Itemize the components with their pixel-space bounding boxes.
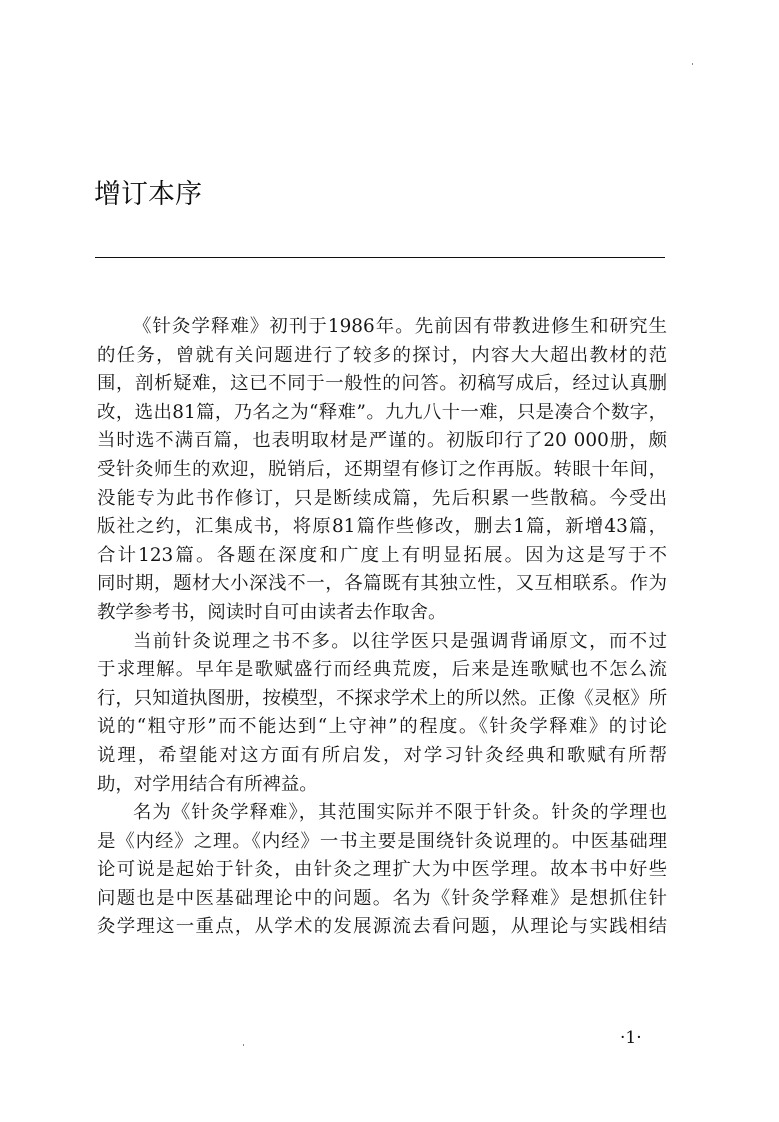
text-line: 助，对学用结合有所裨益。 [97, 773, 318, 795]
text-line: 当前针灸说理之书不多。以往学医只是强调背诵原文，而不过 [133, 630, 667, 652]
text-line: 问题也是中医基础理论中的问题。名为《针灸学释难》是想抓住针 [97, 887, 667, 909]
text-line: 灸学理这一重点，从学术的发展源流去看问题，从理论与实践相结 [97, 916, 667, 938]
page-title: 增订本序 [94, 179, 202, 210]
text-line: 当时选不满百篇，也表明取材是严谨的。初版印行了20 000册，颇 [97, 430, 667, 452]
text-line: 于求理解。早年是歌赋盛行而经典荒废，后来是连歌赋也不怎么流 [97, 659, 667, 681]
text-line: 受针灸师生的欢迎，脱销后，还期望有修订之作再版。转眼十年间， [97, 458, 667, 480]
text-line: 没能专为此书作修订，只是断续成篇，先后积累一些散稿。今受出 [97, 487, 667, 509]
scan-speck [243, 1044, 244, 1046]
body-text [97, 313, 667, 942]
text-line: 《针灸学释难》初刊于1986年。先前因有带教进修生和研究生 [133, 316, 667, 337]
scan-speck [692, 63, 693, 65]
text-line: 改，选出81篇，乃名之为“释难”。九九八十一难，只是凑合个数字， [97, 401, 667, 423]
text-line: 围，剖析疑难，这已不同于一般性的问答。初稿写成后，经过认真删 [97, 373, 667, 395]
text-line: 的任务，曾就有关问题进行了较多的探讨，内容大大超出教材的范 [97, 344, 667, 366]
text-line: 行，只知道执图册，按模型，不探求学术上的所以然。正像《灵枢》所 [97, 687, 668, 709]
text-line: 是《内经》之理。《内经》一书主要是围绕针灸说理的。中医基础理 [97, 830, 667, 852]
text-line: 合计123篇。各题在深度和广度上有明显拓展。因为这是写于不 [97, 544, 667, 566]
text-line: 说的“粗守形”而不能达到“上守神”的程度。《针灸学释难》的讨论 [97, 716, 667, 738]
text-line: 同时期，题材大小深浅不一，各篇既有其独立性，又互相联系。作为 [97, 573, 667, 595]
text-line: 版社之约，汇集成书，将原81篇作些修改，删去1篇，新增43篇， [97, 516, 667, 538]
text-line: 教学参考书，阅读时自可由读者去作取舍。 [97, 601, 447, 623]
text-line: 论可说是起始于针灸，由针灸之理扩大为中医学理。故本书中好些 [97, 859, 667, 881]
title-divider [95, 257, 665, 258]
text-line: 名为《针灸学释难》，其范围实际并不限于针灸。针灸的学理也 [133, 802, 667, 824]
page-number: ·1· [620, 1028, 642, 1048]
text-line: 说理，希望能对这方面有所启发，对学习针灸经典和歌赋有所帮 [97, 744, 667, 766]
